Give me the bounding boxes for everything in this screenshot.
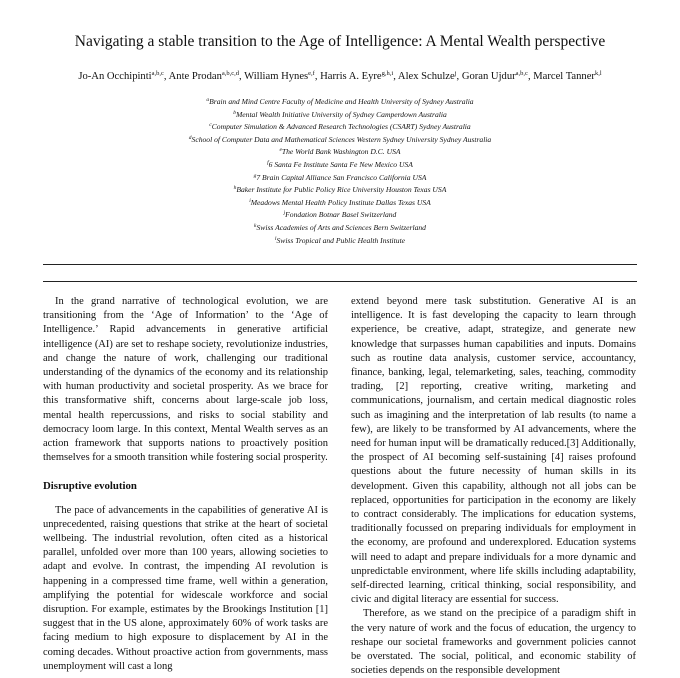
affiliation: $^d$School of Computer Data and Mathematical Sciences Western Sydney University Sydney Australia [188,134,492,144]
affiliation: $^i$Meadows Mental Health Policy Institute Dallas Texas USA [249,197,431,207]
paper-title: Navigating a stable transition to the Age of Intelligence: A Mental Wealth perspective [74,33,606,50]
affiliation: $^c$Computer Simulation & Advanced Research Technologies (CSART) Sydney Australia [209,122,471,132]
section-heading: Disruptive evolution [43,480,137,493]
affiliation: $^h$Baker Institute for Public Policy Rice University Houston Texas USA [233,185,447,195]
body-paragraph: The pace of advancements in the capabilities of generative AI is unprecedented, raising questions that strike at the heart of societal wellbeing. The industrial revolution, often cited as a historical parallel, unfolded over more than 100 years, allowing societies to adapt and evolve. In contrast, the impending AI revolution is happening in a compressed time frame, well within a generation, amplifying the potential for widescale workforce and social disruption. For example, estimates by the Brookings Institution [1] suggest that in the US alone, approximately 60% of work tasks are facing medium to high exposure to displacement by AI in the coming decades. Without proactive action from governments, mass unemployment will cast a long [43,504,328,672]
left-column [43,295,328,674]
right-column [351,295,636,678]
bottom-rule [43,281,637,282]
affiliation: $^l$Swiss Tropical and Public Health Institute [274,235,406,245]
author: Goran Ujdur$^{a,b,c}$ [461,70,528,82]
affiliation: $^f$6 Santa Fe Institute Santa Fe New Mexico USA [267,159,413,169]
affiliation: $^k$Swiss Academies of Arts and Sciences Bern Switzerland [254,222,426,232]
author: Marcel Tanner$^{k,l}$ [533,70,602,82]
affiliation: $^e$The World Bank Washington D.C. USA [279,147,401,157]
author: Jo-An Occhipinti$^{a,b,c}$ [78,70,164,82]
body-paragraph: Therefore, as we stand on the precipice of a paradigm shift in the very nature of work and the focus of education, the urgency to reshape our societal frameworks and government policies cannot be overstated. The social, political, and economic stability of societies depends on the responsible development [351,608,636,677]
author: Harris A. Eyre$^{g,h,i}$ [320,70,394,82]
affiliation-list [0,95,680,246]
author: Ante Prodan$^{a,b,c,d}$ [168,70,240,82]
body-paragraph: extend beyond mere task substitution. Generative AI is an intelligence. It is fast developing the capacity to learn through experience, be creative, adapt, strategize, and generate new knowledge that surpasses human capabilities and inputs. Domains such as routine data analysis, customer service, accountancy, finance, banking, legal, telemarketing, sales, teaching, commodity trading, [2] reporting, creative writing, marketing and communications, journalism, and certain medical diagnostic roles such as imagining and the interpretation of lab results (to name a few), are likely to be transformed by AI advancements, where the need for human input will be dramatically reduced.[3] Additionally, the prospect of AI becoming self-sustaining [4] raises profound questions about the future necessity of human skills in its development. Given this capability, although not all jobs can be replaced, opportunities for participation in the economy are likely to contract considerably. The implications for education systems, traditionally focussed on preparing individuals for employment in the economy, are profound and underexplored. Education systems will need to adapt and prepare individuals for a more dynamic and unpredictable environment, where life skills including adaptability, self-directed learning, critical thinking, social responsibility, and civic and digital literacy are essential for success. [351,296,636,606]
affiliation: $^g$7 Brain Capital Alliance San Francisco California USA [253,172,427,182]
body-paragraph: In the grand narrative of technological evolution, we are transitioning from the ‘Age of Information’ to the ‘Age of Intelligence.’ Rapid advancements in generative artificial intelligence (AI) are set to reshape society, revolutionize industries, and change the nature of work, challenging our traditional understanding of the dynamics of the economy and its relationship with human productivity and societal prosperity. As we brace for this transformative shift, concerns about large-scale job loss, mental health repercussions, and risks to social stability and democracy loom large. In this context, Mental Wealth serves as an action framework that supports nations to proactively position themselves for a smooth transition while fostering social prosperity. [43,296,328,464]
top-rule [43,264,637,265]
affiliation: $^j$Fondation Botnar Basel Switzerland [283,210,397,220]
affiliation: $^a$Brain and Mind Centre Faculty of Medicine and Health University of Sydney Australia [206,97,474,106]
affiliation: $^b$Mental Wealth Initiative University of Sydney Camperdown Australia [233,109,447,119]
author: William Hynes$^{e,f}$ [244,70,315,82]
author-list: Jo-An Occhipinti$^{a,b,c}$, Ante Prodan$^{a,b,c,d}$, William Hynes$^{e,f}$, Harris A. Eyre$^{g,h,i}$, Alex Schulze$^j$, Goran Ujdur$^{a,b,c}$, Marcel Tanner$^{k,l}$ [78,70,602,82]
author: Alex Schulze$^j$ [397,70,457,82]
